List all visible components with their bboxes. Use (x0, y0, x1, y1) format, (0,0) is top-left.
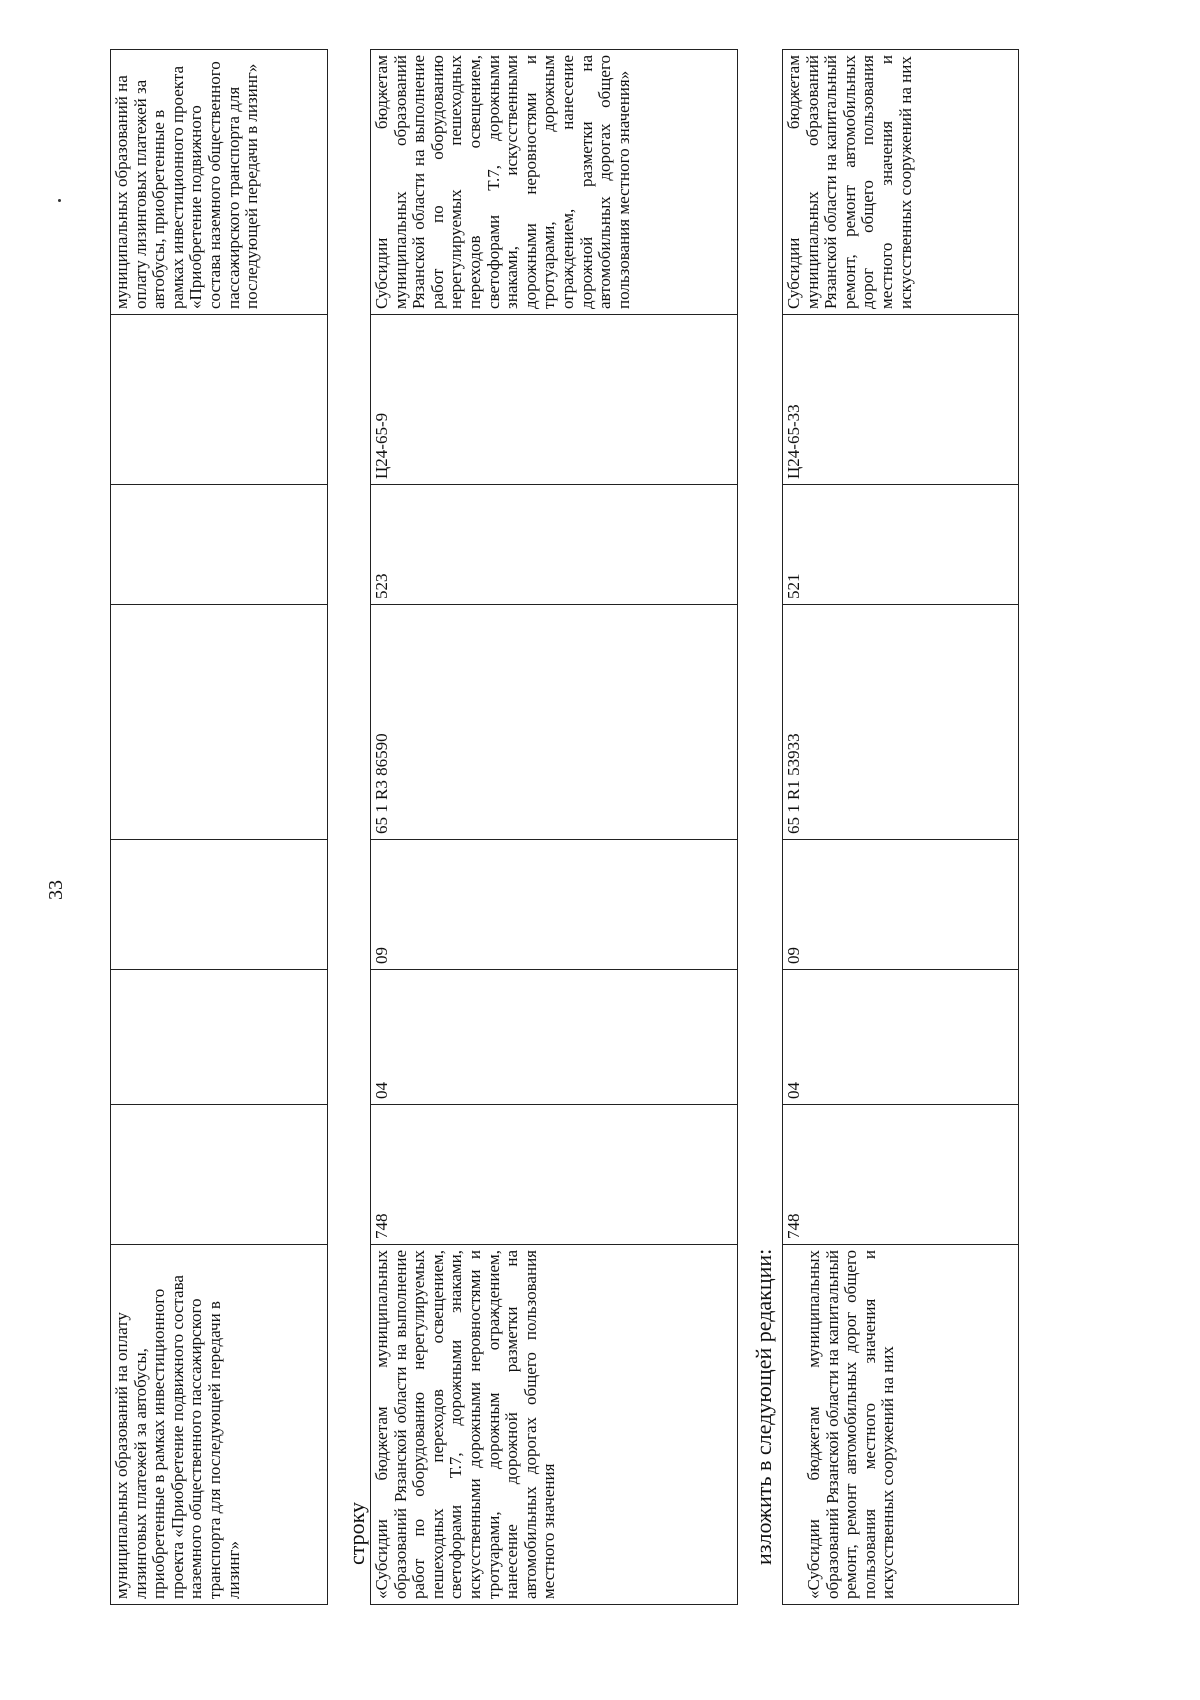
table-block-3 (782, 49, 1019, 1605)
target-article-cell: 65 1 R3 86590 (371, 605, 738, 840)
subsection-cell (111, 840, 328, 970)
ministry-code-cell: 748 (783, 1105, 1019, 1245)
page-number: 33 (45, 880, 67, 900)
target-article-cell: 65 1 R1 53933 (783, 605, 1019, 840)
scan-speck (58, 199, 61, 202)
ministry-code-cell: 748 (371, 1105, 738, 1245)
expense-type-cell: 523 (371, 485, 738, 605)
section-cell: 04 (783, 970, 1019, 1105)
ministry-code-cell (111, 1105, 328, 1245)
description-repeat-cell: Субсидии бюджетам муниципальных образований Рязанской области на капитальный ремонт, ремонт автомобильных дорог общего пользования местного значения и искусственных сооружений на них (783, 50, 1019, 315)
heading-line: строку (344, 1501, 369, 1565)
target-article-cell (111, 605, 328, 840)
table-block-2 (370, 49, 738, 1605)
expense-type-cell: 521 (783, 485, 1019, 605)
subsection-cell: 09 (371, 840, 738, 970)
description-cell: «Субсидии бюджетам муниципальных образований Рязанской области на капитальный ремонт, ремонт автомобильных дорог общего пользования местного значения и искусственных сооружений на них (783, 1245, 1019, 1605)
table-row (111, 50, 328, 1605)
subsection-cell: 09 (783, 840, 1019, 970)
table-row (783, 50, 1019, 1605)
expense-type-cell (111, 485, 328, 605)
table-row (371, 50, 738, 1605)
grant-code-cell (111, 315, 328, 485)
heading-replace: изложить в следующей редакции: (751, 1248, 776, 1565)
grant-code-cell: Ц24-65-33 (783, 315, 1019, 485)
description-repeat-cell: Субсидии бюджетам муниципальных образований Рязанской области на выполнение работ по оборудованию нерегулируемых пешеходных переходов освещением, светофорами Т.7, дорожными знаками, искусственными дорожными неровностями и тротуарами, дорожным ограждением, нанесение дорожной разметки на автомобильных дорогах общего пользования местного значения» (371, 50, 738, 315)
grant-code-cell: Ц24-65-9 (371, 315, 738, 485)
section-cell: 04 (371, 970, 738, 1105)
section-cell (111, 970, 328, 1105)
table-block-1 (110, 49, 328, 1605)
description-repeat-cell: муниципальных образований на оплату лизинговых платежей за автобусы, приобретенные в рамках инвестиционного проекта «Приобретение подвижного состава наземного общественного пассажирского транспорта для последующей передачи в лизинг» (111, 50, 328, 315)
description-cell: муниципальных образований на оплату лизинговых платежей за автобусы, приобретенные в рамках инвестиционного проекта «Приобретение подвижного состава наземного общественного пассажирского транспорта для последующей передачи в лизинг» (111, 1245, 328, 1605)
description-cell: «Субсидии бюджетам муниципальных образований Рязанской области на выполнение работ по оборудованию нерегулируемых пешеходных переходов освещением, светофорами Т.7, дорожными знаками, искусственными дорожными неровностями и тротуарами, дорожным ограждением, нанесение дорожной разметки на автомобильных дорогах общего пользования местного значения (371, 1245, 738, 1605)
